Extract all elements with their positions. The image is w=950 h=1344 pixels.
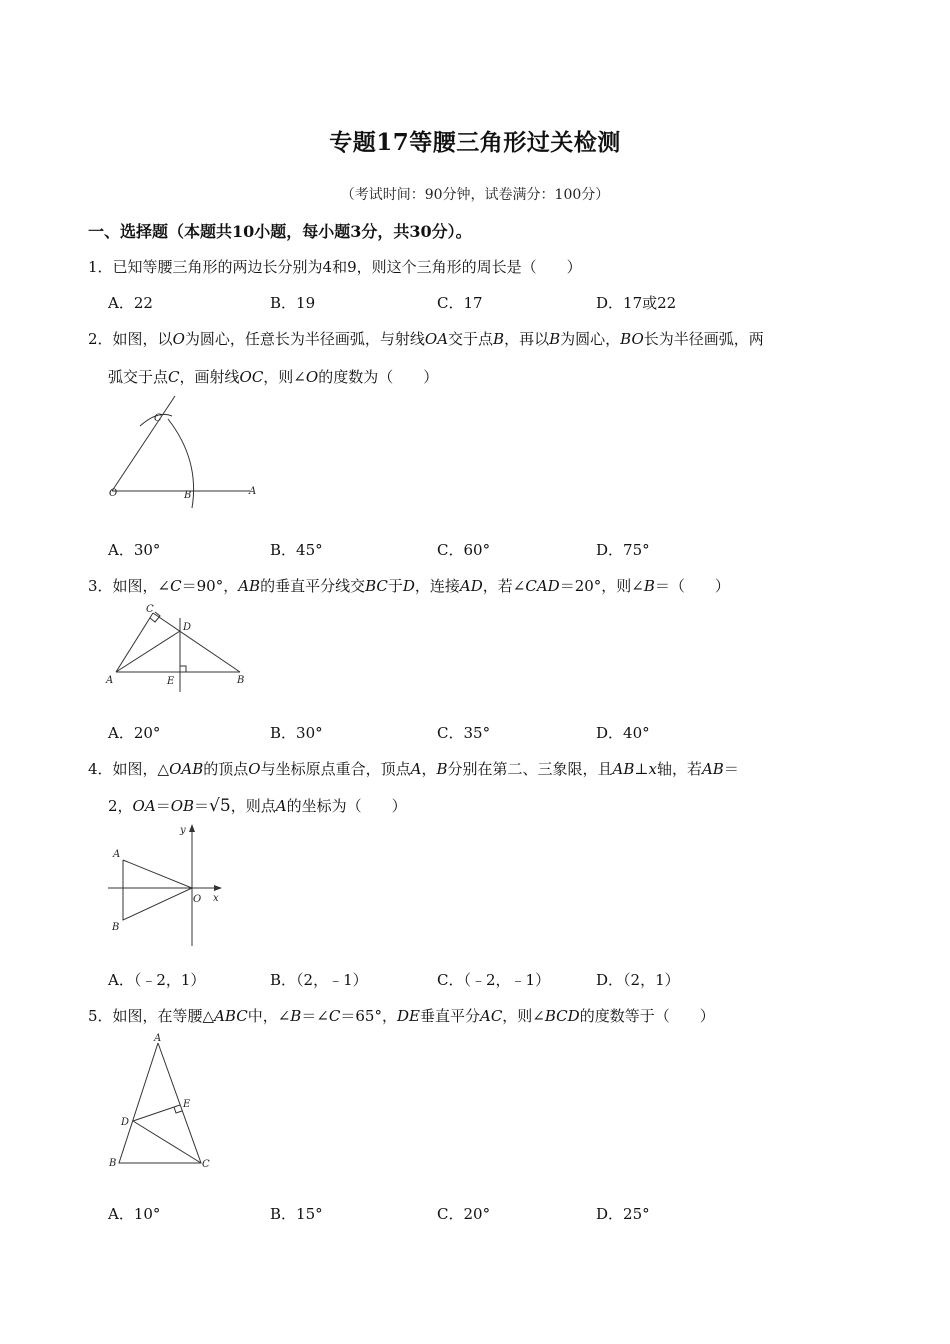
- q5-label-c: C: [202, 1159, 210, 1170]
- q5-label-d: D: [121, 1117, 130, 1128]
- sqrt-five: √5: [209, 796, 231, 816]
- q4-label-b: B: [112, 922, 120, 933]
- q1-option-b: B．19: [270, 294, 316, 312]
- q4-option-c: C．（﹣2，﹣1）: [437, 971, 551, 989]
- q4-label-a: A: [113, 849, 121, 860]
- q5-option-a: A．10°: [108, 1205, 161, 1223]
- q5-option-c: C．20°: [437, 1205, 491, 1223]
- question-4-line-1: 4．如图，△OAB的顶点O与坐标原点重合，顶点A，B分别在第二、三象限，且AB⊥x轴，若AB＝: [88, 760, 739, 778]
- section-heading: 一、选择题（本题共10小题，每小题3分，共30分）。: [88, 222, 472, 241]
- q4-option-a: A．（﹣2，1）: [108, 971, 206, 989]
- q4-figure: [100, 820, 240, 950]
- q3-label-b: B: [237, 675, 245, 686]
- q2-option-a: A．30°: [108, 541, 161, 559]
- q2-label-b: B: [184, 490, 192, 501]
- exam-info: （考试时间：90分钟，试卷满分：100分）: [340, 187, 610, 203]
- q3-option-b: B．30°: [270, 724, 323, 742]
- q3-option-a: A．20°: [108, 724, 161, 742]
- question-4-line-2: 2，OA＝OB＝√5，则点A的坐标为（ ）: [108, 796, 407, 816]
- q3-option-c: C．35°: [437, 724, 491, 742]
- question-1: 1．已知等腰三角形的两边长分别为4和9，则这个三角形的周长是（ ）: [88, 258, 582, 276]
- q2-option-d: D．75°: [596, 541, 650, 559]
- q5-label-b: B: [109, 1158, 117, 1169]
- q5-option-b: B．15°: [270, 1205, 323, 1223]
- q5-option-d: D．25°: [596, 1205, 650, 1223]
- q2-label-c: C: [154, 413, 162, 424]
- q3-label-e: E: [167, 676, 175, 687]
- q1-option-a: A．22: [108, 294, 153, 312]
- q2-option-b: B．45°: [270, 541, 323, 559]
- q2-label-o: O: [109, 488, 118, 499]
- q2-figure: [100, 390, 270, 515]
- q5-label-e: E: [183, 1099, 191, 1110]
- q5-label-a: A: [154, 1033, 162, 1044]
- question-2-line-1: 2．如图，以O为圆心，任意长为半径画弧，与射线OA交于点B，再以B为圆心，BO长为半径画弧，两: [88, 330, 764, 348]
- page-title: 专题17等腰三角形过关检测: [329, 129, 621, 156]
- q3-label-d: D: [183, 622, 192, 633]
- question-2-line-2: 弧交于点C，画射线OC，则∠O的度数为（ ）: [108, 368, 439, 386]
- q3-figure: [100, 600, 260, 695]
- question-3: 3．如图，∠C＝90°，AB的垂直平分线交BC于D，连接AD，若∠CAD＝20°，则∠B＝（ ）: [88, 577, 730, 595]
- q1-option-d: D．17或22: [596, 294, 677, 312]
- q1-option-c: C．17: [437, 294, 483, 312]
- q4-label-y: y: [180, 825, 186, 836]
- q3-option-d: D．40°: [596, 724, 650, 742]
- q3-label-c: C: [146, 604, 154, 615]
- q5-figure: [100, 1032, 230, 1172]
- q4-label-x: x: [213, 893, 219, 904]
- q2-label-a: A: [249, 486, 257, 497]
- q4-option-d: D．（2，1）: [596, 971, 680, 989]
- q3-label-a: A: [106, 675, 114, 686]
- q2-option-c: C．60°: [437, 541, 491, 559]
- question-5: 5．如图，在等腰△ABC中，∠B＝∠C＝65°，DE垂直平分AC，则∠BCD的度数等于（ ）: [88, 1007, 715, 1025]
- q4-label-o: O: [193, 894, 202, 905]
- q4-option-b: B．（2，﹣1）: [270, 971, 368, 989]
